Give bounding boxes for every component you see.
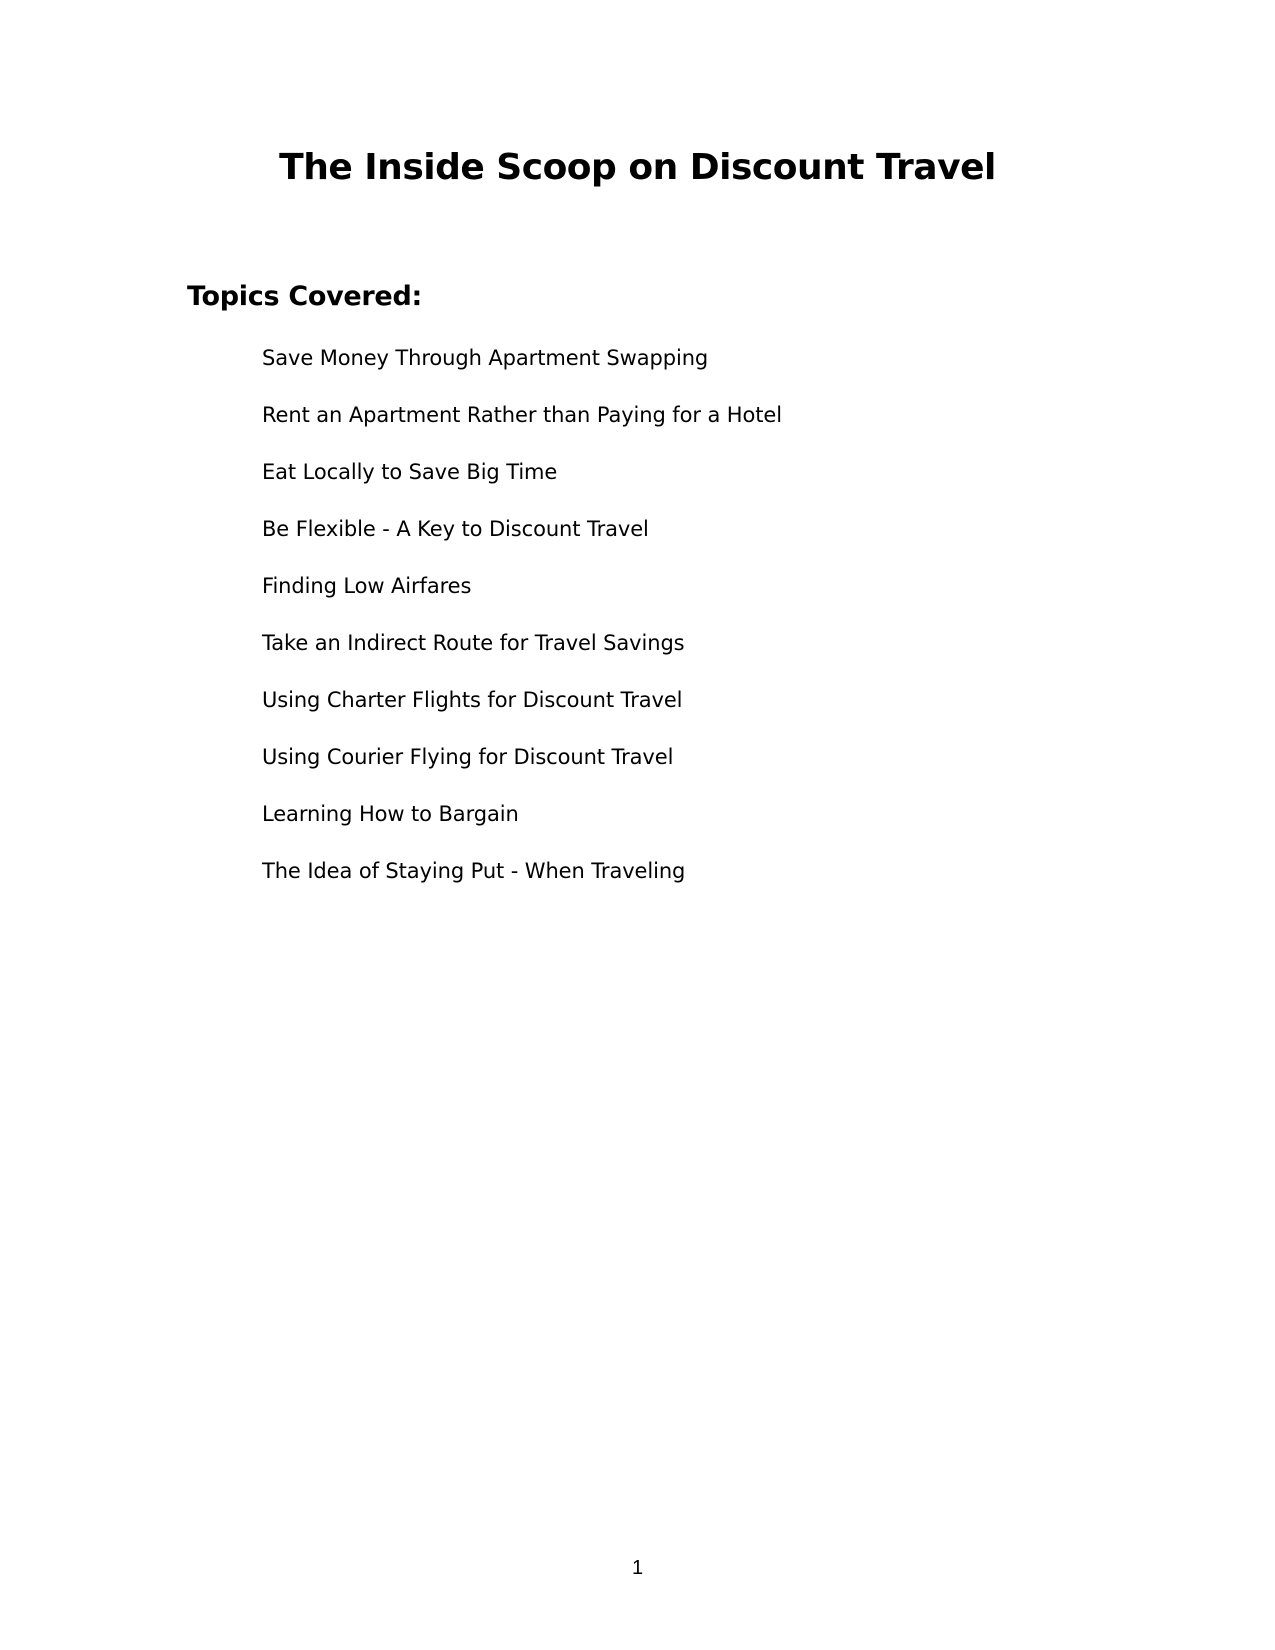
- topic-item: Take an Indirect Route for Travel Savings: [262, 631, 685, 655]
- topic-item: Eat Locally to Save Big Time: [262, 460, 558, 484]
- topic-item: Save Money Through Apartment Swapping: [262, 346, 709, 370]
- topics-list: [262, 344, 782, 914]
- document-title: The Inside Scoop on Discount Travel: [279, 147, 996, 188]
- topics-heading: Topics Covered:: [187, 281, 422, 312]
- topic-item: Be Flexible - A Key to Discount Travel: [262, 517, 649, 541]
- topic-item: Finding Low Airfares: [262, 574, 472, 598]
- topic-item: Using Charter Flights for Discount Travel: [262, 688, 683, 712]
- topic-item: Using Courier Flying for Discount Travel: [262, 745, 674, 769]
- topic-item: The Idea of Staying Put - When Traveling: [262, 859, 686, 883]
- page-number: 1: [631, 1557, 644, 1579]
- topic-item: Learning How to Bargain: [262, 802, 519, 826]
- topic-item: Rent an Apartment Rather than Paying for a Hotel: [262, 403, 782, 427]
